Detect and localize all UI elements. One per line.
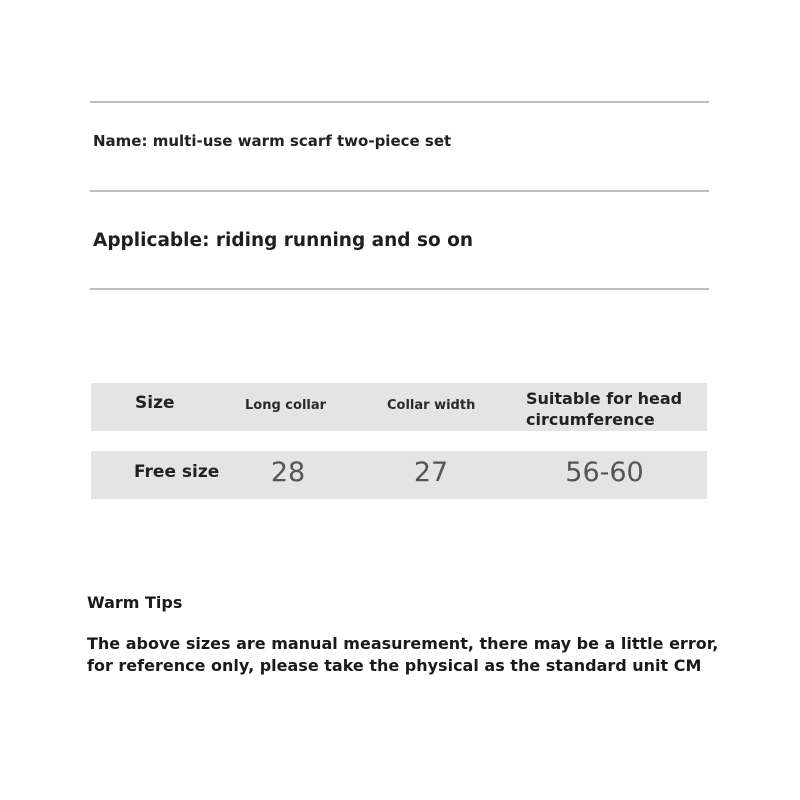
size-column-header: Size [135, 393, 175, 413]
head-circumference-column-header: Suitable for head circumference [526, 389, 683, 429]
applicable-divider [90, 288, 709, 290]
warm-tips-title: Warm Tips [87, 593, 183, 612]
collar-width-value: 27 [413, 457, 449, 488]
size-table-value-row [91, 451, 707, 499]
long-collar-value: 28 [270, 457, 306, 488]
collar-width-column-header: Collar width [387, 398, 476, 413]
warm-tips-text: The above sizes are manual measurement, there may be a little error, for reference only, please take the physical as the standard unit CM [87, 634, 719, 675]
head-circumference-value: 56-60 [565, 457, 644, 488]
long-collar-column-header: Long collar [245, 398, 327, 413]
size-table-header-row [91, 383, 707, 431]
name-divider [90, 190, 709, 192]
top-divider [90, 101, 709, 103]
size-value: Free size [134, 462, 220, 482]
product-name: Name: multi-use warm scarf two-piece set [93, 132, 452, 150]
applicable-use: Applicable: riding running and so on [93, 230, 474, 251]
